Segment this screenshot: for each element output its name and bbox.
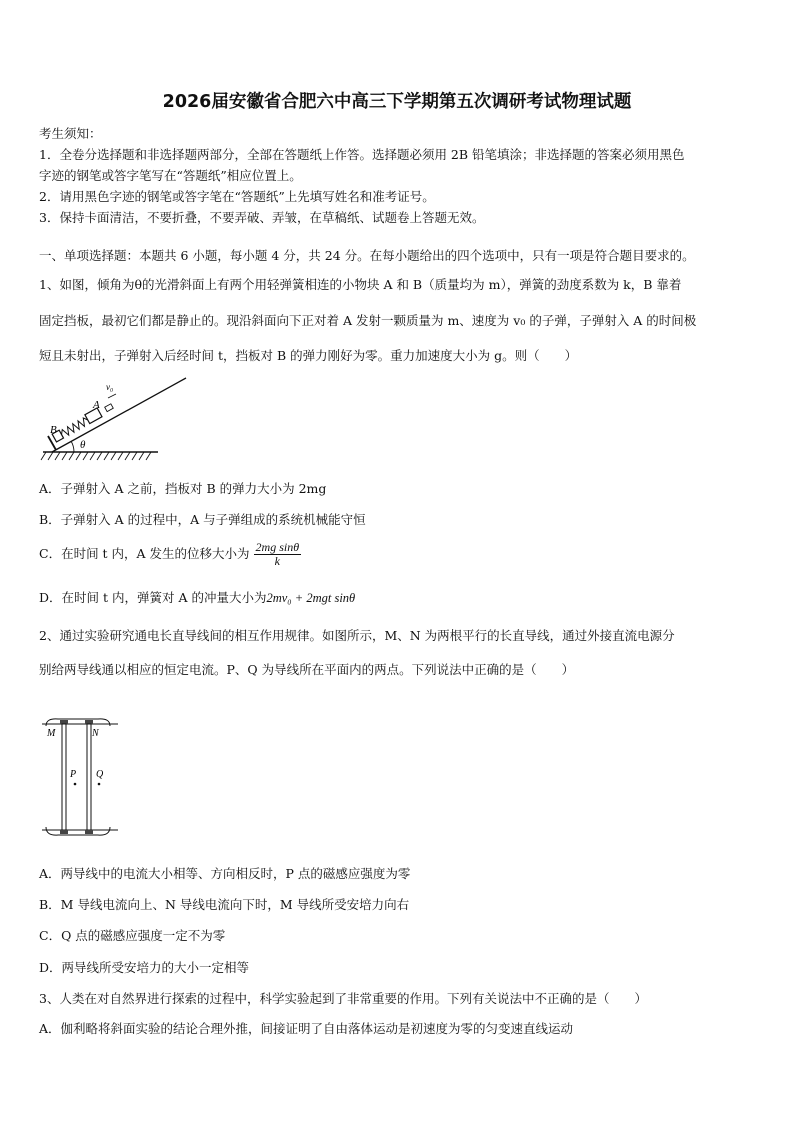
q1-option-b: B．子弹射入 A 的过程中，A 与子弹组成的系统机械能守恒 <box>39 512 366 527</box>
section-heading: 一、单项选择题：本题共 6 小题，每小题 4 分，共 24 分。在每小题给出的四个选项中，只有一项是符合题目要求的。 <box>39 248 695 263</box>
block-a-label: A <box>93 399 100 411</box>
point-q-label: Q <box>96 769 104 780</box>
q3-option-a: A．伽利略将斜面实验的结论合理外推，间接证明了自由落体运动是初速度为零的匀变速直线运动 <box>39 1021 574 1036</box>
notice-item: 字迹的钢笔或答字笔写在“答题纸”相应位置上。 <box>39 168 302 183</box>
point-p-dot <box>74 783 77 786</box>
q1-option-d <box>39 588 355 606</box>
page-title: 2026届安徽省合肥六中高三下学期第五次调研考试物理试题 <box>162 92 632 112</box>
velocity-label: v₀ <box>106 382 114 392</box>
q2-stem-line: 别给两导线通以相应的恒定电流。P、Q 为导线所在平面内的两点。下列说法中正确的是（ ） <box>39 662 575 677</box>
q1-stem-line: 短且未射出，子弹射入后经时间 t，挡板对 B 的弹力刚好为零。重力加速度大小为 g。则（ ） <box>39 348 578 363</box>
q1-stem-line: 固定挡板，最初它们都是静止的。现沿斜面向下正对着 A 发射一颗质量为 m、速度为 v₀ 的子弹，子弹射入 A 的时间极 <box>39 313 697 328</box>
q2-option-b: B．M 导线电流向上、N 导线电流向下时，M 导线所受安培力向右 <box>39 897 410 912</box>
q2-stem-line: 2、通过实验研究通电长直导线间的相互作用规律。如图所示，M、N 为两根平行的长直导线，通过外接直流电源分 <box>39 628 675 643</box>
parallel-wires-figure <box>40 704 122 842</box>
notice-heading: 考生须知： <box>39 126 102 141</box>
q2-option-d: D．两导线所受安培力的大小一定相等 <box>39 960 250 975</box>
theta-label: θ <box>80 439 86 451</box>
notice-item: 3．保持卡面清洁，不要折叠，不要弄破、弄皱，在草稿纸、试题卷上答题无效。 <box>39 210 485 225</box>
notice-item: 1．全卷分选择题和非选择题两部分，全部在答题纸上作答。选择题必须用 2B 铅笔填涂；非选择题的答案必须用黑色 <box>39 147 685 162</box>
fraction-numerator: 2mg sinθ <box>255 540 300 554</box>
incline-spring-figure <box>38 372 198 464</box>
notice-item: 2．请用黑色字迹的钢笔或答字笔在“答题纸”上先填写姓名和准考证号。 <box>39 189 435 204</box>
fraction-denominator: k <box>274 554 280 568</box>
q2-option-a: A．两导线中的电流大小相等、方向相反时，P 点的磁感应强度为零 <box>39 866 411 881</box>
q1-option-d-formula: 2mv₀ + 2mgt sinθ <box>266 591 356 605</box>
q3-stem-line: 3、人类在对自然界进行探索的过程中，科学实验起到了非常重要的作用。下列有关说法中不正确的是（ ） <box>39 991 647 1006</box>
fraction <box>254 541 302 568</box>
q1-option-c-text: C．在时间 t 内，A 发生的位移大小为 <box>39 546 250 561</box>
q2-option-c: C．Q 点的磁感应强度一定不为零 <box>39 928 226 943</box>
point-p-label: P <box>70 769 77 780</box>
q1-stem-line: 1、如图，倾角为θ的光滑斜面上有两个用轻弹簧相连的小物块 A 和 B（质量均为 m），弹簧的劲度系数为 k，B 靠着 <box>39 277 682 292</box>
point-q-dot <box>98 783 101 786</box>
q1-option-c <box>39 541 301 568</box>
wire-n-label: N <box>92 728 99 739</box>
q1-option-a: A．子弹射入 A 之前，挡板对 B 的弹力大小为 2mg <box>39 481 327 496</box>
wire-m-label: M <box>47 728 56 739</box>
block-b-label: B <box>50 424 57 436</box>
q1-option-d-text: D．在时间 t 内，弹簧对 A 的冲量大小为 <box>39 590 267 605</box>
